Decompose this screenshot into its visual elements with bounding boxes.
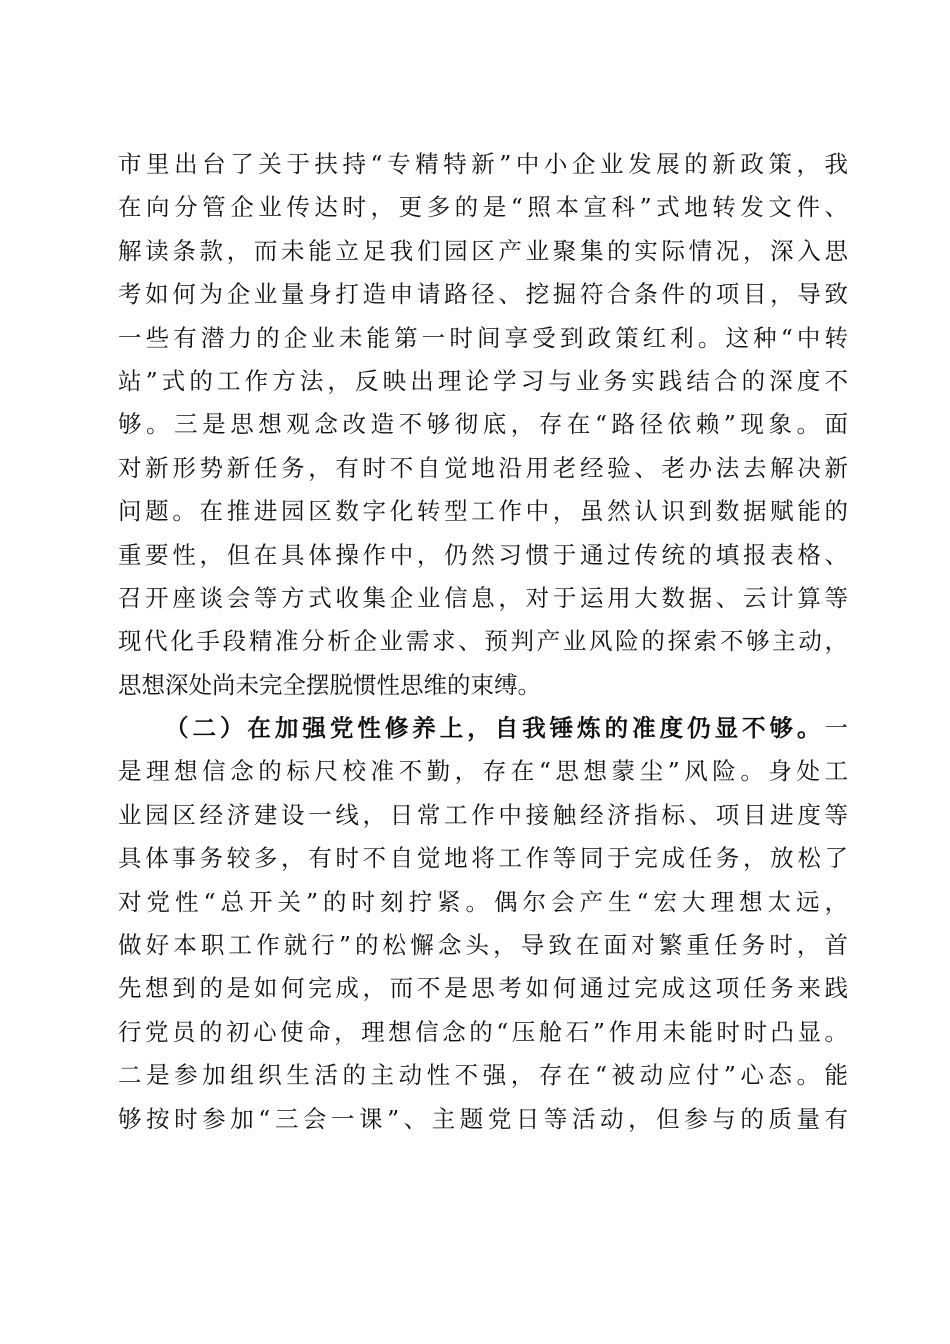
document-body [118, 143, 848, 1141]
heading-line-tail: 一 [824, 714, 848, 743]
paragraph-line: 业园区经济建设一线，日常工作中接触经济指标、项目进度等 [118, 800, 848, 829]
paragraph-line: 市里出台了关于扶持“专精特新”中小企业发展的新政策，我 [118, 150, 848, 178]
paragraph-line: 考如何为企业量身打造申请路径、挖掘符合条件的项目，导致 [118, 280, 848, 309]
paragraph-line: 召开座谈会等方式收集企业信息，对于运用大数据、云计算等 [118, 583, 848, 612]
paragraph-line: 够。三是思想观念改造不够彻底，存在“路径依赖”现象。面 [118, 410, 848, 439]
paragraph-line: 解读条款，而未能立足我们园区产业聚集的实际情况，深入思 [118, 236, 848, 265]
paragraph-line: 行党员的初心使命，理想信念的“压舱石”作用未能时时凸显。 [118, 1017, 848, 1046]
paragraph-line: 二是参加组织生活的主动性不强，存在“被动应付”心态。能 [118, 1061, 848, 1090]
paragraph-line: 重要性，但在具体操作中，仍然习惯于通过传统的填报表格、 [118, 540, 848, 569]
paragraph-line: 具体事务较多，有时不自觉地将工作等同于完成任务，放松了 [118, 844, 848, 873]
paragraph-line: 做好本职工作就行”的松懈念头，导致在面对繁重任务时，首 [118, 931, 848, 960]
paragraph-line: 现代化手段精准分析企业需求、预判产业风险的探索不够主动， [118, 627, 848, 656]
paragraph-line: 一些有潜力的企业未能第一时间享受到政策红利。这种“中转 [118, 323, 848, 352]
paragraph-line: 对党性“总开关”的时刻拧紧。偶尔会产生“宏大理想太远， [118, 887, 848, 916]
section-heading-line [118, 707, 848, 750]
paragraph-line: 对新形势新任务，有时不自觉地沿用老经验、老办法去解决新 [118, 453, 848, 482]
paragraph-line: 问题。在推进园区数字化转型工作中，虽然认识到数据赋能的 [118, 497, 848, 526]
paragraph-line: 在向分管企业传达时，更多的是“照本宣科”式地转发文件、 [118, 193, 848, 222]
paragraph-line: 够按时参加“三会一课”、主题党日等活动，但参与的质量有 [118, 1104, 848, 1133]
paragraph-line: 先想到的是如何完成，而不是思考如何通过完成这项任务来践 [118, 974, 848, 1003]
paragraph-line: 是理想信念的标尺校准不勤，存在“思想蒙尘”风险。身处工 [118, 757, 848, 786]
paragraph-line: 思想深处尚未完全摆脱惯性思维的束缚。 [118, 670, 541, 699]
section-heading: （二）在加强党性修养上，自我锤炼的准度仍显不够。 [165, 714, 825, 743]
paragraph-line: 站”式的工作方法，反映出理论学习与业务实践结合的深度不 [118, 366, 848, 395]
